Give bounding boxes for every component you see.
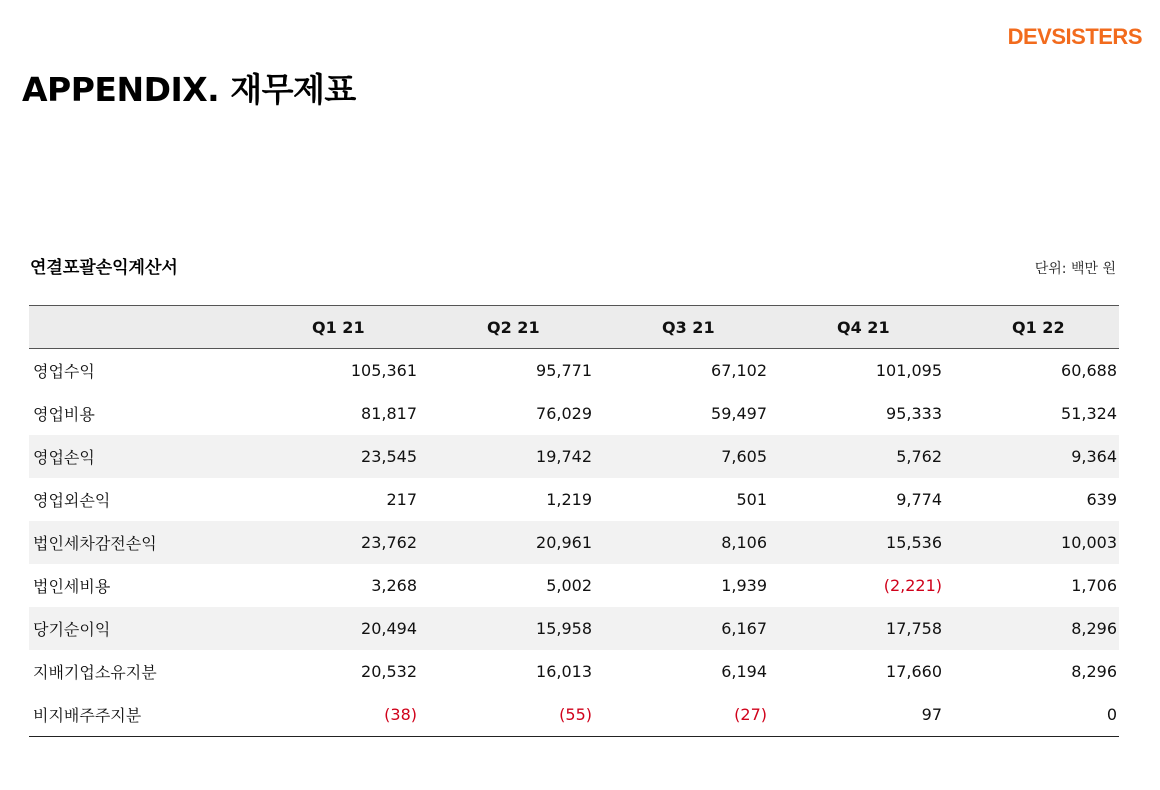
table-cell: 76,029 [536, 404, 592, 423]
table-cell: 9,774 [896, 490, 942, 509]
header-q1-21: Q1 21 [244, 306, 419, 349]
table-row [29, 478, 1119, 521]
table-cell: 0 [944, 693, 1119, 737]
unit-label: 단위: 백만 원 [1034, 261, 1116, 277]
table-cell: 60,688 [1061, 361, 1117, 380]
table-cell: 5,762 [769, 435, 944, 478]
table-cell: 6,167 [594, 607, 769, 650]
table-cell: 95,333 [886, 404, 942, 423]
table-cell: 17,758 [769, 607, 944, 650]
table-cell: (27) [594, 693, 769, 737]
row-label: 영업손익 [29, 435, 244, 478]
devsisters-logo: DEVSISTERS [1007, 24, 1142, 49]
table-cell: 59,497 [711, 404, 767, 423]
table-cell: 105,361 [350, 361, 417, 380]
table-cell: 217 [386, 490, 417, 509]
header-q2-21: Q2 21 [419, 306, 594, 349]
header-q1-22: Q1 22 [944, 306, 1119, 349]
row-label: 영업외손익 [33, 491, 111, 510]
table-cell: 16,013 [536, 662, 592, 681]
table-cell: 23,762 [244, 521, 419, 564]
row-label: 법인세차감전손익 [29, 521, 244, 564]
table-cell: 5,002 [546, 576, 592, 595]
table-cell: 6,194 [721, 662, 767, 681]
table-cell: 10,003 [944, 521, 1119, 564]
table-cell: (55) [419, 693, 594, 737]
income-statement-table [29, 305, 1119, 737]
table-cell: 8,296 [1071, 662, 1117, 681]
table-cell: 1,706 [1071, 576, 1117, 595]
table-cell: 51,324 [1061, 404, 1117, 423]
table-cell: 15,958 [419, 607, 594, 650]
table-row [29, 650, 1119, 693]
table-cell: 23,545 [244, 435, 419, 478]
section-title: 연결포괄손익계산서 [30, 258, 178, 278]
table-cell: 8,296 [944, 607, 1119, 650]
table-cell: 67,102 [711, 361, 767, 380]
row-label: 법인세비용 [33, 577, 111, 596]
table-cell: 81,817 [361, 404, 417, 423]
table-row [29, 392, 1119, 435]
table-cell: 8,106 [594, 521, 769, 564]
header-q4-21: Q4 21 [769, 306, 944, 349]
row-label: 지배기업소유지분 [33, 663, 157, 682]
row-label: 당기순이익 [29, 607, 244, 650]
table-row [29, 521, 1119, 564]
table-cell: 639 [1086, 490, 1117, 509]
table-cell: 3,268 [371, 576, 417, 595]
table-cell: 19,742 [419, 435, 594, 478]
table-row [29, 564, 1119, 607]
row-label: 영업수익 [33, 362, 95, 381]
table-cell: 9,364 [944, 435, 1119, 478]
table-header-row [29, 306, 1119, 349]
table-cell: 15,536 [769, 521, 944, 564]
row-label: 영업비용 [33, 405, 95, 424]
table-row [29, 349, 1119, 393]
header-q3-21: Q3 21 [594, 306, 769, 349]
table-cell: 20,532 [361, 662, 417, 681]
table-cell: 95,771 [536, 361, 592, 380]
table-cell: 1,939 [721, 576, 767, 595]
table-cell: 20,494 [244, 607, 419, 650]
table-cell: 501 [736, 490, 767, 509]
table-cell: 17,660 [886, 662, 942, 681]
table-row [29, 693, 1119, 737]
table-row [29, 435, 1119, 478]
table-cell: 20,961 [419, 521, 594, 564]
row-label: 비지배주주지분 [29, 693, 244, 737]
table-cell: (38) [244, 693, 419, 737]
table-row [29, 607, 1119, 650]
header-blank [29, 306, 244, 349]
table-cell: 101,095 [875, 361, 942, 380]
table-cell: 97 [769, 693, 944, 737]
table-cell: (2,221) [883, 576, 942, 595]
page-title: APPENDIX. 재무제표 [22, 70, 356, 109]
table-cell: 7,605 [594, 435, 769, 478]
table-cell: 1,219 [546, 490, 592, 509]
